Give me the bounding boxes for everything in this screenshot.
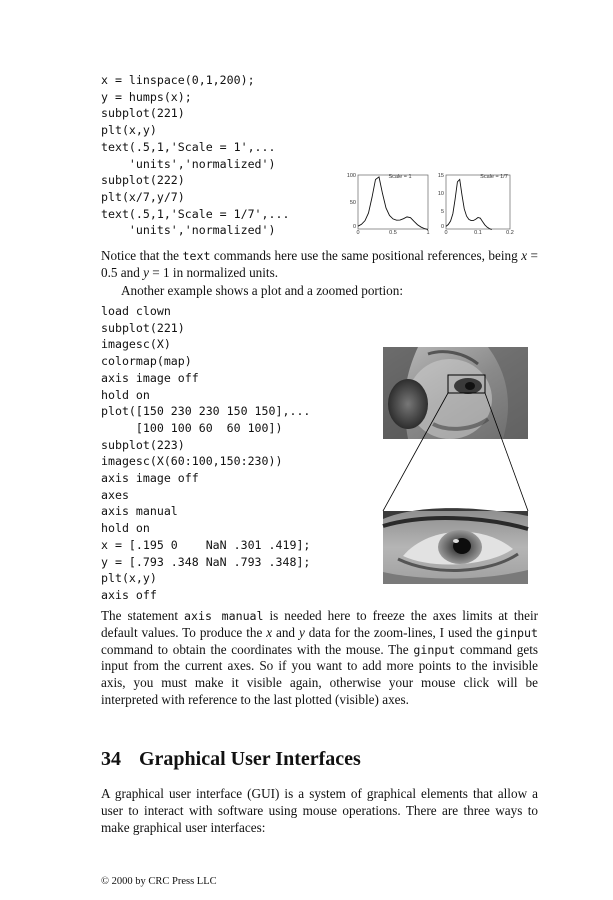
plot-axes-box bbox=[446, 175, 510, 229]
code-line: hold on bbox=[101, 521, 150, 536]
y-tick-label: 100 bbox=[346, 173, 356, 179]
x-tick-label: 0.1 bbox=[474, 230, 482, 234]
code-block-clown bbox=[101, 303, 310, 604]
code-block-humps bbox=[101, 72, 289, 239]
code-line: hold on bbox=[101, 387, 150, 402]
code-line: subplot(221) bbox=[101, 106, 185, 121]
y-tick-label: 0 bbox=[352, 224, 356, 230]
code-line: plt(x,y) bbox=[101, 123, 157, 138]
x-tick-label: 0.2 bbox=[506, 230, 514, 234]
code-line: text(.5,1,'Scale = 1',... bbox=[101, 139, 276, 154]
y-tick-label: 15 bbox=[437, 173, 444, 179]
code-line: imagesc(X(60:100,150:230)) bbox=[101, 454, 283, 469]
y-tick-label: 10 bbox=[437, 191, 444, 197]
code-line: y = humps(x); bbox=[101, 89, 192, 104]
x-tick-label: 0.5 bbox=[389, 230, 397, 234]
x-tick-label: 0 bbox=[444, 230, 448, 234]
code-line: axis image off bbox=[101, 471, 199, 486]
y-tick-label: 50 bbox=[349, 200, 356, 206]
inline-code: ginput bbox=[496, 625, 538, 640]
code-line: axis manual bbox=[101, 504, 178, 519]
code-line: subplot(221) bbox=[101, 320, 185, 335]
humps-plot-scale-1-7 bbox=[434, 168, 520, 234]
inline-code: ginput bbox=[413, 642, 456, 657]
code-line: colormap(map) bbox=[101, 354, 192, 369]
humps-line-series bbox=[446, 179, 492, 229]
code-line: plt(x,y) bbox=[101, 571, 157, 586]
copyright-footer: © 2000 by CRC Press LLC bbox=[101, 876, 217, 887]
paragraph-positional-references: Notice that the text commands here use the same positional references, being x = 0.5 and y = 1 in normalized units. bbox=[101, 248, 538, 280]
plot-title: Scale = 1/7 bbox=[480, 174, 508, 180]
x-tick-label: 1 bbox=[426, 230, 430, 234]
code-line: axis image off bbox=[101, 370, 199, 385]
paragraph-axis-manual: The statement axis manual is needed here to freeze the axes limits at their default values. To produce the x and y data for the zoom-lines, I used the ginput command to obtain the coordinates with the mouse. The ginput command gets input from the current axes. So if you want to add more points to the invisible axis, you must make it visible again, otherwise your mouse click will be interpreted with reference to the last plotted (visible) axes. bbox=[101, 608, 539, 707]
code-line: plt(x/7,y/7) bbox=[101, 189, 185, 204]
code-line: 'units','normalized') bbox=[101, 156, 276, 171]
code-line: axes bbox=[101, 487, 129, 502]
code-line: imagesc(X) bbox=[101, 337, 171, 352]
y-tick-label: 0 bbox=[440, 224, 444, 230]
code-line: y = [.793 .348 NaN .793 .348]; bbox=[101, 554, 311, 569]
code-line: text(.5,1,'Scale = 1/7',... bbox=[101, 206, 290, 221]
zoomed-eye-image bbox=[383, 508, 528, 584]
section-title: Graphical User Interfaces bbox=[139, 748, 361, 770]
code-line: load clown bbox=[101, 304, 171, 318]
paragraph-another-example: Another example shows a plot and a zoomed portion: bbox=[121, 283, 403, 298]
code-line: subplot(222) bbox=[101, 173, 185, 188]
code-line: plot([150 230 230 150 150],... bbox=[101, 404, 311, 419]
code-line: subplot(223) bbox=[101, 437, 185, 452]
code-line: 'units','normalized') bbox=[101, 223, 276, 238]
inline-code: axis manual bbox=[184, 609, 264, 623]
plot-title: Scale = 1 bbox=[388, 174, 412, 180]
code-line: [100 100 60 60 100]) bbox=[101, 420, 283, 435]
plot-axes-box bbox=[358, 175, 428, 229]
y-tick-label: 5 bbox=[440, 209, 444, 215]
humps-plot-scale-1 bbox=[338, 168, 434, 234]
inline-code: text bbox=[182, 249, 211, 263]
code-line: x = [.195 0 NaN .301 .419]; bbox=[101, 537, 311, 552]
clown-image bbox=[383, 347, 528, 439]
code-line: x = linspace(0,1,200); bbox=[101, 73, 255, 87]
section-number: 34 bbox=[101, 748, 121, 770]
humps-line-series bbox=[358, 177, 428, 230]
clown-zoom-figure bbox=[378, 344, 533, 588]
x-tick-label: 0 bbox=[356, 230, 360, 234]
section-heading bbox=[101, 748, 361, 771]
code-line: axis off bbox=[101, 587, 157, 602]
paragraph-gui-intro: A graphical user interface (GUI) is a system of graphical elements that allow a user to interact with software using mouse operations. There are three ways to make graphical user interfaces: bbox=[101, 786, 538, 835]
